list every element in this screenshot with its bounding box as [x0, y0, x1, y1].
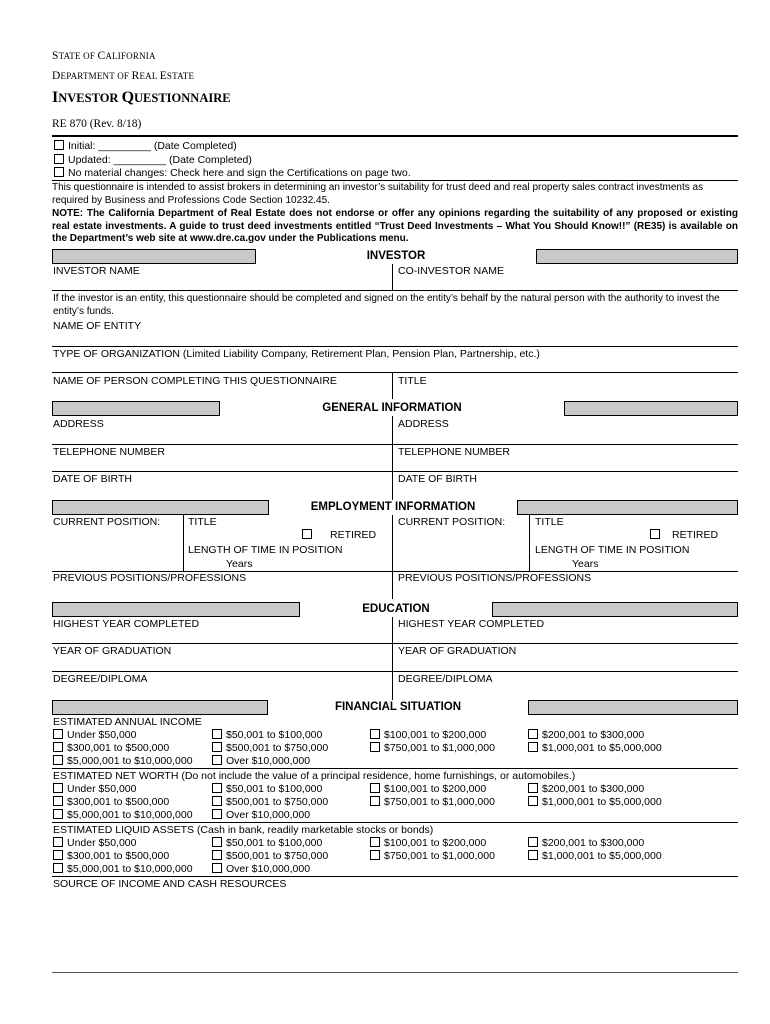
income-option[interactable]: [212, 755, 310, 767]
checkbox[interactable]: [370, 850, 380, 860]
income-option-label: $100,001 to $200,000: [384, 729, 487, 741]
net-worth-option-label: $1,000,001 to $5,000,000: [542, 796, 662, 808]
income-option-label: $500,001 to $750,000: [226, 742, 329, 754]
liquid-option[interactable]: [53, 863, 193, 875]
divider: [52, 346, 738, 347]
divider: [392, 515, 393, 599]
investor-degree-label: DEGREE/DIPLOMA: [53, 673, 148, 685]
checkbox[interactable]: [528, 796, 538, 806]
co-investor-retired-label: RETIRED: [672, 529, 719, 541]
co-investor-current-position-label: CURRENT POSITION:: [398, 516, 506, 528]
checkbox[interactable]: [212, 863, 222, 873]
divider: [52, 290, 738, 291]
checkbox[interactable]: [53, 755, 63, 765]
investor-length-label: LENGTH OF TIME IN POSITION: [188, 544, 343, 556]
source-of-income-label: SOURCE OF INCOME AND CASH RESOURCES: [53, 878, 287, 890]
income-option[interactable]: [53, 729, 136, 741]
divider: [183, 515, 184, 571]
net-worth-option[interactable]: [528, 796, 662, 808]
investor-previous-label: PREVIOUS POSITIONS/PROFESSIONS: [53, 572, 247, 584]
financial-section-bar: [52, 700, 738, 715]
co-investor-address-label: ADDRESS: [398, 418, 449, 430]
co-investor-year-grad-label: YEAR OF GRADUATION: [398, 645, 517, 657]
net-worth-option-label: $50,001 to $100,000: [226, 783, 323, 795]
liquid-option[interactable]: [53, 837, 136, 849]
income-option[interactable]: [528, 742, 662, 754]
education-section-title: EDUCATION: [299, 602, 493, 617]
investor-dob-label: DATE OF BIRTH: [53, 473, 132, 485]
net-worth-option[interactable]: [212, 796, 328, 808]
co-investor-title-label: TITLE: [535, 516, 564, 528]
no-changes-row: [54, 167, 411, 179]
co-investor-retired-checkbox[interactable]: [650, 529, 660, 539]
liquid-option[interactable]: [370, 837, 486, 849]
income-option[interactable]: [53, 755, 193, 767]
checkbox[interactable]: [212, 755, 222, 765]
net-worth-option[interactable]: [528, 783, 644, 795]
net-worth-option[interactable]: [212, 783, 322, 795]
income-option[interactable]: [370, 729, 486, 741]
investor-telephone-label: TELEPHONE NUMBER: [53, 446, 166, 458]
net-worth-option-label: $100,001 to $200,000: [384, 783, 487, 795]
income-option-label: Under $50,000: [67, 729, 137, 741]
employment-section-bar: [52, 500, 738, 515]
checkbox[interactable]: [528, 729, 538, 739]
checkbox[interactable]: [53, 783, 63, 793]
checkbox[interactable]: [53, 850, 63, 860]
checkbox[interactable]: [212, 729, 222, 739]
checkbox[interactable]: [528, 837, 538, 847]
checkbox[interactable]: [528, 850, 538, 860]
liquid-option[interactable]: [212, 837, 322, 849]
form-id: RE 870 (Rev. 8/18): [52, 118, 142, 130]
liquid-option[interactable]: [528, 850, 662, 862]
net-worth-option-label: $500,001 to $750,000: [226, 796, 329, 808]
checkbox[interactable]: [53, 742, 63, 752]
net-worth-label: ESTIMATED NET WORTH (Do not include the value of a principal residence, home furnishings, or automobiles.): [53, 770, 576, 782]
checkbox[interactable]: [212, 742, 222, 752]
liquid-option-label: $500,001 to $750,000: [226, 850, 329, 862]
state-header: STATE OF CALIFORNIA: [52, 50, 156, 62]
divider: [52, 444, 738, 445]
net-worth-option-label: $750,001 to $1,000,000: [384, 796, 495, 808]
liquid-option-label: $5,000,001 to $10,000,000: [67, 863, 193, 875]
education-section-bar: [52, 602, 738, 617]
org-type-label: TYPE OF ORGANIZATION (Limited Liability Company, Retirement Plan, Pension Plan, Partnership, etc.): [53, 348, 540, 360]
liquid-option-label: $1,000,001 to $5,000,000: [542, 850, 662, 862]
financial-section-title: FINANCIAL SITUATION: [267, 700, 529, 715]
co-investor-name-label: CO-INVESTOR NAME: [398, 265, 504, 277]
divider: [392, 372, 393, 399]
divider: [392, 264, 393, 290]
co-investor-years-label: Years: [572, 558, 599, 570]
investor-year-grad-label: YEAR OF GRADUATION: [53, 645, 172, 657]
income-option-label: $1,000,001 to $5,000,000: [542, 742, 662, 754]
checkbox[interactable]: [212, 809, 222, 819]
liquid-option-label: $200,001 to $300,000: [542, 837, 645, 849]
co-investor-highest-year-label: HIGHEST YEAR COMPLETED: [398, 618, 545, 630]
no-changes-checkbox[interactable]: [54, 167, 64, 177]
liquid-option-label: $100,001 to $200,000: [384, 837, 487, 849]
person-completing-label: NAME OF PERSON COMPLETING THIS QUESTIONNAIRE: [53, 375, 337, 387]
general-section-title: GENERAL INFORMATION: [219, 401, 565, 416]
checkbox[interactable]: [528, 742, 538, 752]
divider: [52, 876, 738, 877]
liquid-option[interactable]: [53, 850, 169, 862]
co-investor-degree-label: DEGREE/DIPLOMA: [398, 673, 493, 685]
investor-retired-checkbox[interactable]: [302, 529, 312, 539]
no-changes-label: No material changes: Check here and sign the Certifications on page two.: [68, 167, 411, 179]
bottom-rule: [52, 972, 738, 973]
form-title: INVESTOR QUESTIONNAIRE: [52, 89, 231, 106]
department-header: DEPARTMENT OF REAL ESTATE: [52, 70, 195, 82]
liquid-option[interactable]: [370, 850, 495, 862]
liquid-option-label: $50,001 to $100,000: [226, 837, 323, 849]
checkbox[interactable]: [53, 796, 63, 806]
intro-text: This questionnaire is intended to assist brokers in determining an investor’s suitability for trust deed and real property sales contract investments as required by Business and Professions Code Section 10232.45.: [52, 182, 704, 206]
income-option[interactable]: [212, 729, 322, 741]
checkbox[interactable]: [53, 837, 63, 847]
divider: [52, 822, 738, 823]
liquid-option[interactable]: [528, 837, 644, 849]
divider: [392, 617, 393, 700]
net-worth-option[interactable]: [212, 809, 310, 821]
general-section-bar: [52, 401, 738, 416]
investor-name-label: INVESTOR NAME: [53, 265, 140, 277]
net-worth-option-label: $300,001 to $500,000: [67, 796, 170, 808]
checkbox[interactable]: [370, 729, 380, 739]
co-investor-length-label: LENGTH OF TIME IN POSITION: [535, 544, 690, 556]
divider: [52, 643, 738, 644]
income-option[interactable]: [528, 729, 644, 741]
net-worth-option-label: Over $10,000,000: [226, 809, 311, 821]
investor-retired-label: RETIRED: [330, 529, 377, 541]
checkbox[interactable]: [53, 729, 63, 739]
income-option[interactable]: [370, 742, 495, 754]
checkbox[interactable]: [370, 742, 380, 752]
investor-section-title: INVESTOR: [255, 249, 537, 264]
checkbox[interactable]: [370, 837, 380, 847]
intro-note: NOTE: The California Department of Real Estate does not endorse or offer any opinions regarding the suitability of any proposed or existing real estate investments. A guide to trust deed investments entitled “Trust Deed Investments – What You Should Know!!” (RE35) is available on the Department’s web site at www.dre.ca.gov under the Publications menu.: [52, 208, 738, 244]
investor-current-position-label: CURRENT POSITION:: [53, 516, 161, 528]
income-option-label: Over $10,000,000: [226, 755, 311, 767]
person-title-label: TITLE: [398, 375, 427, 387]
investor-section-bar: [52, 249, 738, 264]
initial-row: [54, 140, 237, 152]
employment-section-title: EMPLOYMENT INFORMATION: [268, 500, 518, 515]
net-worth-option-label: $5,000,001 to $10,000,000: [67, 809, 193, 821]
divider: [52, 471, 738, 472]
checkbox[interactable]: [212, 850, 222, 860]
checkbox[interactable]: [370, 796, 380, 806]
income-option[interactable]: [53, 742, 169, 754]
entity-name-label: NAME OF ENTITY: [53, 320, 142, 332]
updated-label: Updated: _________ (Date Completed): [68, 154, 252, 166]
income-option-label: $5,000,001 to $10,000,000: [67, 755, 193, 767]
co-investor-retired-row: [650, 529, 718, 541]
liquid-option-label: Over $10,000,000: [226, 863, 311, 875]
updated-row: [54, 154, 252, 166]
updated-checkbox[interactable]: [54, 154, 64, 164]
checkbox[interactable]: [212, 783, 222, 793]
checkbox[interactable]: [53, 863, 63, 873]
liquid-option[interactable]: [212, 850, 328, 862]
divider: [52, 180, 738, 181]
co-investor-telephone-label: TELEPHONE NUMBER: [398, 446, 511, 458]
divider: [52, 671, 738, 672]
checkbox[interactable]: [212, 796, 222, 806]
checkbox[interactable]: [370, 783, 380, 793]
income-option[interactable]: [212, 742, 328, 754]
liquid-option-label: $750,001 to $1,000,000: [384, 850, 495, 862]
annual-income-label: ESTIMATED ANNUAL INCOME: [53, 716, 202, 728]
co-investor-previous-label: PREVIOUS POSITIONS/PROFESSIONS: [398, 572, 592, 584]
net-worth-option[interactable]: [370, 796, 495, 808]
divider: [392, 416, 393, 500]
divider: [529, 515, 530, 571]
investor-title-label: TITLE: [188, 516, 217, 528]
checkbox[interactable]: [212, 837, 222, 847]
net-worth-option[interactable]: [370, 783, 486, 795]
net-worth-option[interactable]: [53, 809, 193, 821]
income-option-label: $200,001 to $300,000: [542, 729, 645, 741]
investor-years-label: Years: [226, 558, 253, 570]
entity-note: If the investor is an entity, this questionnaire should be completed and signed on the entity’s behalf by the natural person with the authority to invest the entity’s funds.: [53, 293, 720, 317]
net-worth-option[interactable]: [53, 783, 136, 795]
divider: [52, 768, 738, 769]
co-investor-dob-label: DATE OF BIRTH: [398, 473, 477, 485]
liquid-option-label: Under $50,000: [67, 837, 137, 849]
investor-retired-row: [302, 529, 376, 541]
income-option-label: $50,001 to $100,000: [226, 729, 323, 741]
net-worth-option[interactable]: [53, 796, 169, 808]
income-option-label: $300,001 to $500,000: [67, 742, 170, 754]
initial-checkbox[interactable]: [54, 140, 64, 150]
header-divider: [52, 135, 738, 137]
investor-highest-year-label: HIGHEST YEAR COMPLETED: [53, 618, 200, 630]
liquid-assets-label: ESTIMATED LIQUID ASSETS (Cash in bank, readily marketable stocks or bonds): [53, 824, 434, 836]
investor-address-label: ADDRESS: [53, 418, 104, 430]
net-worth-option-label: Under $50,000: [67, 783, 137, 795]
liquid-option-label: $300,001 to $500,000: [67, 850, 170, 862]
initial-label: Initial: _________ (Date Completed): [68, 140, 237, 152]
form-page: [52, 0, 738, 1024]
net-worth-option-label: $200,001 to $300,000: [542, 783, 645, 795]
checkbox[interactable]: [528, 783, 538, 793]
divider: [52, 372, 738, 373]
income-option-label: $750,001 to $1,000,000: [384, 742, 495, 754]
checkbox[interactable]: [53, 809, 63, 819]
liquid-option[interactable]: [212, 863, 310, 875]
